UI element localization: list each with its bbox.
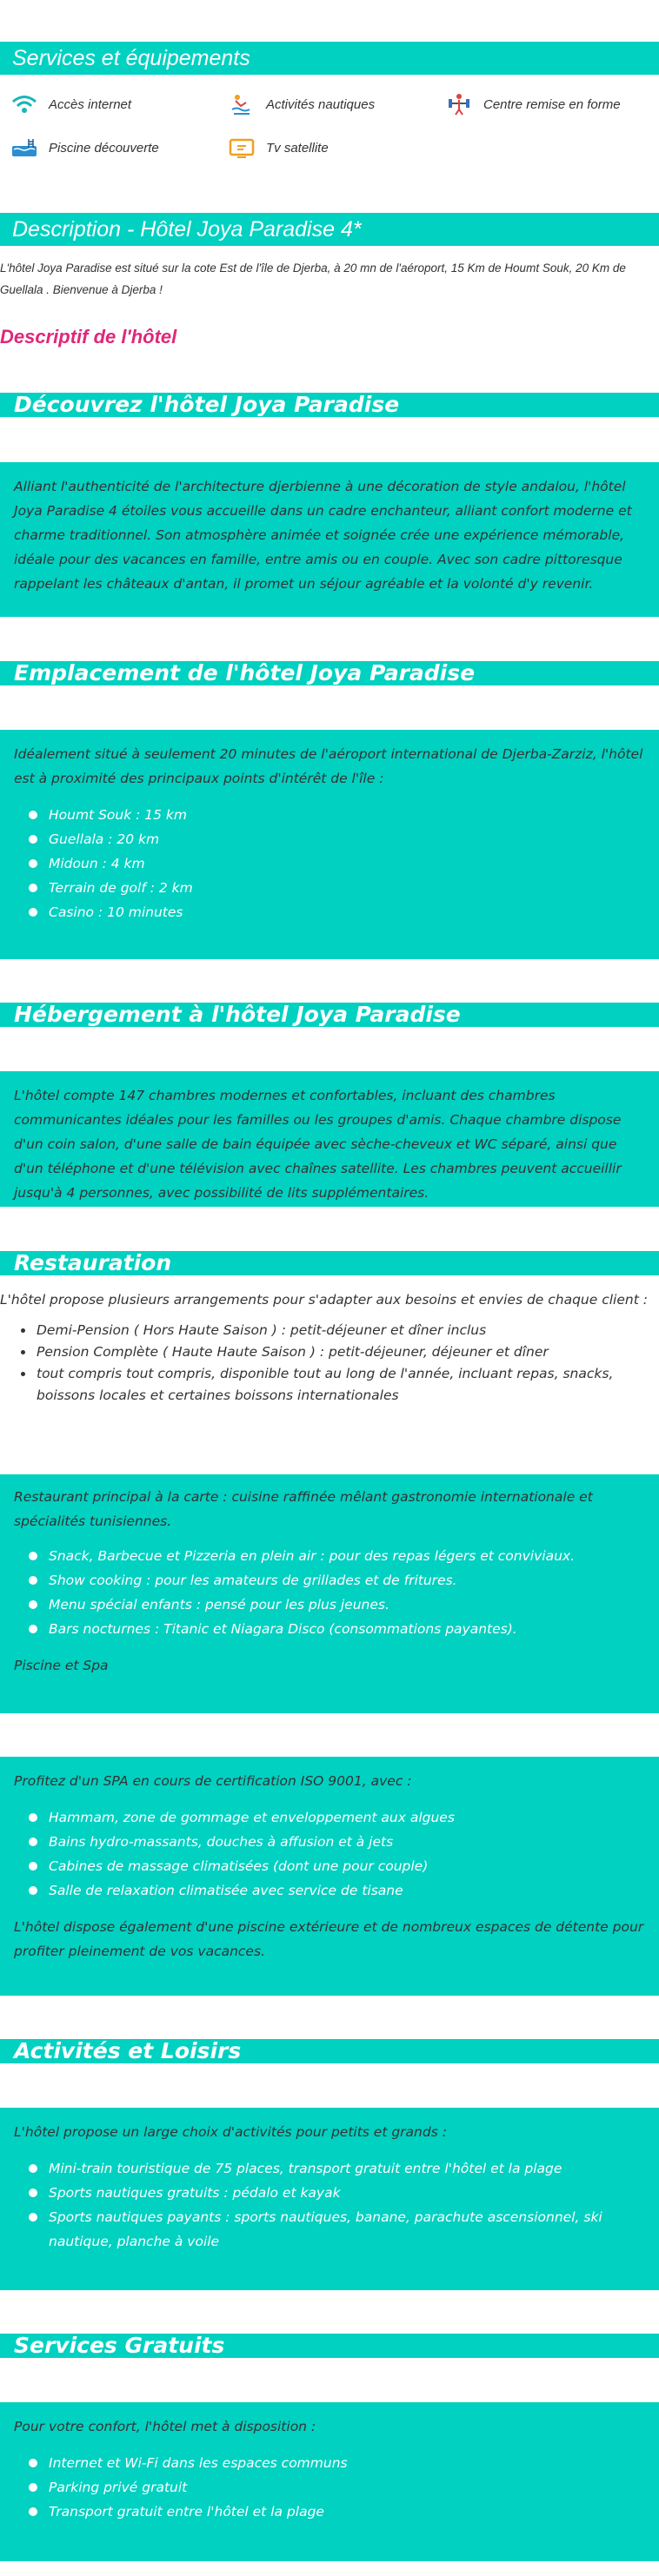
description-title-bar [0, 213, 659, 246]
amenity-fitness: Centre remise en forme [445, 92, 621, 116]
water-sports-icon [228, 92, 256, 116]
emplacement-title-bar [0, 661, 659, 685]
emplacement-box [0, 730, 659, 959]
decouvrez-text: Alliant l'authenticité de l'architecture djerbienne à une décoration de style andalou, l'hôtel Joya Paradise 4 étoiles vous accueille dans un cadre enchanteur, alliant confort moderne et charme traditionnel. Son atmosphère animée et soignée crée une expérience mémorable, idéale pour des vacances en famille, entre amis ou en couple. Avec son cadre pittoresque rappelant les châteaux d'antan, il promet un séjour agréable et la volonté d'y revenir. [14, 479, 632, 592]
list-item: • tout compris tout compris, disponible tout au long de l'année, incluant repas, snacks, boissons locales et certaines boissons internationales [35, 1363, 659, 1407]
restauration-title: Restauration [14, 1250, 172, 1275]
activites-list [14, 2156, 645, 2254]
hebergement-title-bar [0, 1003, 659, 1027]
gratuits-title-bar [0, 2334, 659, 2358]
decouvrez-title: Découvrez l'hôtel Joya Paradise [14, 392, 400, 417]
list-item: Hammam, zone de gommage et enveloppement aux algues [49, 1805, 645, 1830]
list-item: • Demi-Pension ( Hors Haute Saison ) : petit-déjeuner et dîner inclus [35, 1320, 659, 1341]
amenity-internet: Accès internet [10, 92, 131, 116]
list-item: Internet et Wi-Fi dans les espaces communs [49, 2451, 645, 2475]
activites-title-bar [0, 2039, 659, 2063]
hebergement-title: Hébergement à l'hôtel Joya Paradise [14, 1002, 461, 1027]
restauration-list [0, 1320, 659, 1407]
gratuits-list [14, 2451, 645, 2524]
gratuits-title: Services Gratuits [14, 2333, 225, 2358]
decouvrez-box [0, 462, 659, 617]
list-item: Parking privé gratuit [49, 2475, 645, 2500]
description-title: Description - Hôtel Joya Paradise 4* [12, 217, 362, 242]
spa-intro: Profitez d'un SPA en cours de certification ISO 9001, avec : [14, 1773, 412, 1789]
list-item: Houmt Souk : 15 km [49, 803, 645, 827]
list-item: Casino : 10 minutes [49, 900, 645, 924]
list-item: Show cooking : pour les amateurs de grillades et de fritures. [49, 1568, 645, 1593]
decouvrez-title-bar [0, 393, 659, 417]
restauration-box-intro: Restaurant principal à la carte : cuisine raffinée mêlant gastronomie internationale et spécialités tunisiennes. [14, 1489, 593, 1529]
spa-list [14, 1805, 645, 1903]
restauration-title-bar [0, 1251, 659, 1275]
emplacement-intro: Idéalement situé à seulement 20 minutes de l'aéroport international de Djerba-Zarziz, l'hôtel est à proximité des principaux points d'intérêt de l'île : [14, 746, 643, 786]
hebergement-box [0, 1071, 659, 1207]
restauration-box [0, 1474, 659, 1713]
list-item: • Pension Complète ( Haute Haute Saison ) : petit-déjeuner, déjeuner et dîner [35, 1341, 659, 1363]
amenity-water-sports: Activités nautiques [228, 92, 375, 116]
activites-box [0, 2108, 659, 2290]
services-title-bar [0, 42, 659, 75]
list-item: Sports nautiques payants : sports nautiques, banane, parachute ascensionnel, ski nautique, planche à voile [49, 2205, 645, 2254]
amenity-pool: Piscine découverte [10, 136, 159, 160]
piscine-spa-heading: Piscine et Spa [14, 1658, 109, 1673]
gratuits-box [0, 2402, 659, 2561]
spa-footer: L'hôtel dispose également d'une piscine extérieure et de nombreux espaces de détente pour profiter pleinement de vos vacances. [14, 1919, 644, 1959]
pool-icon [10, 136, 38, 160]
services-title: Services et équipements [12, 46, 250, 70]
list-item: Mini-train touristique de 75 places, transport gratuit entre l'hôtel et la plage [49, 2156, 645, 2181]
restauration-intro: L'hôtel propose plusieurs arrangements pour s'adapter aux besoins et envies de chaque client : [0, 1292, 648, 1308]
list-item: Cabines de massage climatisées (dont une pour couple) [49, 1854, 645, 1878]
list-item: Terrain de golf : 2 km [49, 876, 645, 900]
emplacement-title: Emplacement de l'hôtel Joya Paradise [14, 660, 476, 685]
list-item: Bars nocturnes : Titanic et Niagara Disco (consommations payantes). [49, 1617, 645, 1641]
description-text: L'hôtel Joya Paradise est situé sur la cote Est de l'île de Djerba, à 20 mn de l'aéroport, 15 Km de Houmt Souk, 20 Km de Guellala . Bienvenue à Djerba ! [0, 262, 626, 296]
tv-icon [228, 136, 256, 160]
activites-intro: L'hôtel propose un large choix d'activités pour petits et grands : [14, 2124, 447, 2140]
list-item: Sports nautiques gratuits : pédalo et kayak [49, 2181, 645, 2205]
activites-title: Activités et Loisirs [14, 2038, 242, 2063]
list-item: Bains hydro-massants, douches à affusion et à jets [49, 1830, 645, 1854]
list-item: Menu spécial enfants : pensé pour les plus jeunes. [49, 1593, 645, 1617]
emplacement-list [14, 803, 645, 924]
restauration-box-list [14, 1544, 645, 1641]
gratuits-intro: Pour votre confort, l'hôtel met à disposition : [14, 2419, 316, 2434]
spa-box [0, 1757, 659, 1996]
hebergement-text: L'hôtel compte 147 chambres modernes et confortables, incluant des chambres communicantes idéales pour les familles ou les groupes d'amis. Chaque chambre dispose d'un coin salon, d'une salle de bain équipée avec sèche-cheveux et WC séparé, ainsi que d'un téléphone et d'une télévision avec chaînes satellite. Les chambres peuvent accueillir jusqu'à 4 personnes, avec possibilité de lits supplémentaires. [14, 1088, 622, 1201]
list-item: Midoun : 4 km [49, 851, 645, 876]
list-item: Transport gratuit entre l'hôtel et la plage [49, 2500, 645, 2524]
list-item: Guellala : 20 km [49, 827, 645, 851]
descriptif-title: Descriptif de l'hôtel [0, 326, 177, 348]
list-item: Snack, Barbecue et Pizzeria en plein air : pour des repas légers et conviviaux. [49, 1544, 645, 1568]
list-item: Salle de relaxation climatisée avec service de tisane [49, 1878, 645, 1903]
amenity-tv: Tv satellite [228, 136, 329, 160]
wifi-icon [10, 92, 38, 116]
fitness-icon [445, 92, 473, 116]
restauration-plain [0, 1289, 659, 1407]
